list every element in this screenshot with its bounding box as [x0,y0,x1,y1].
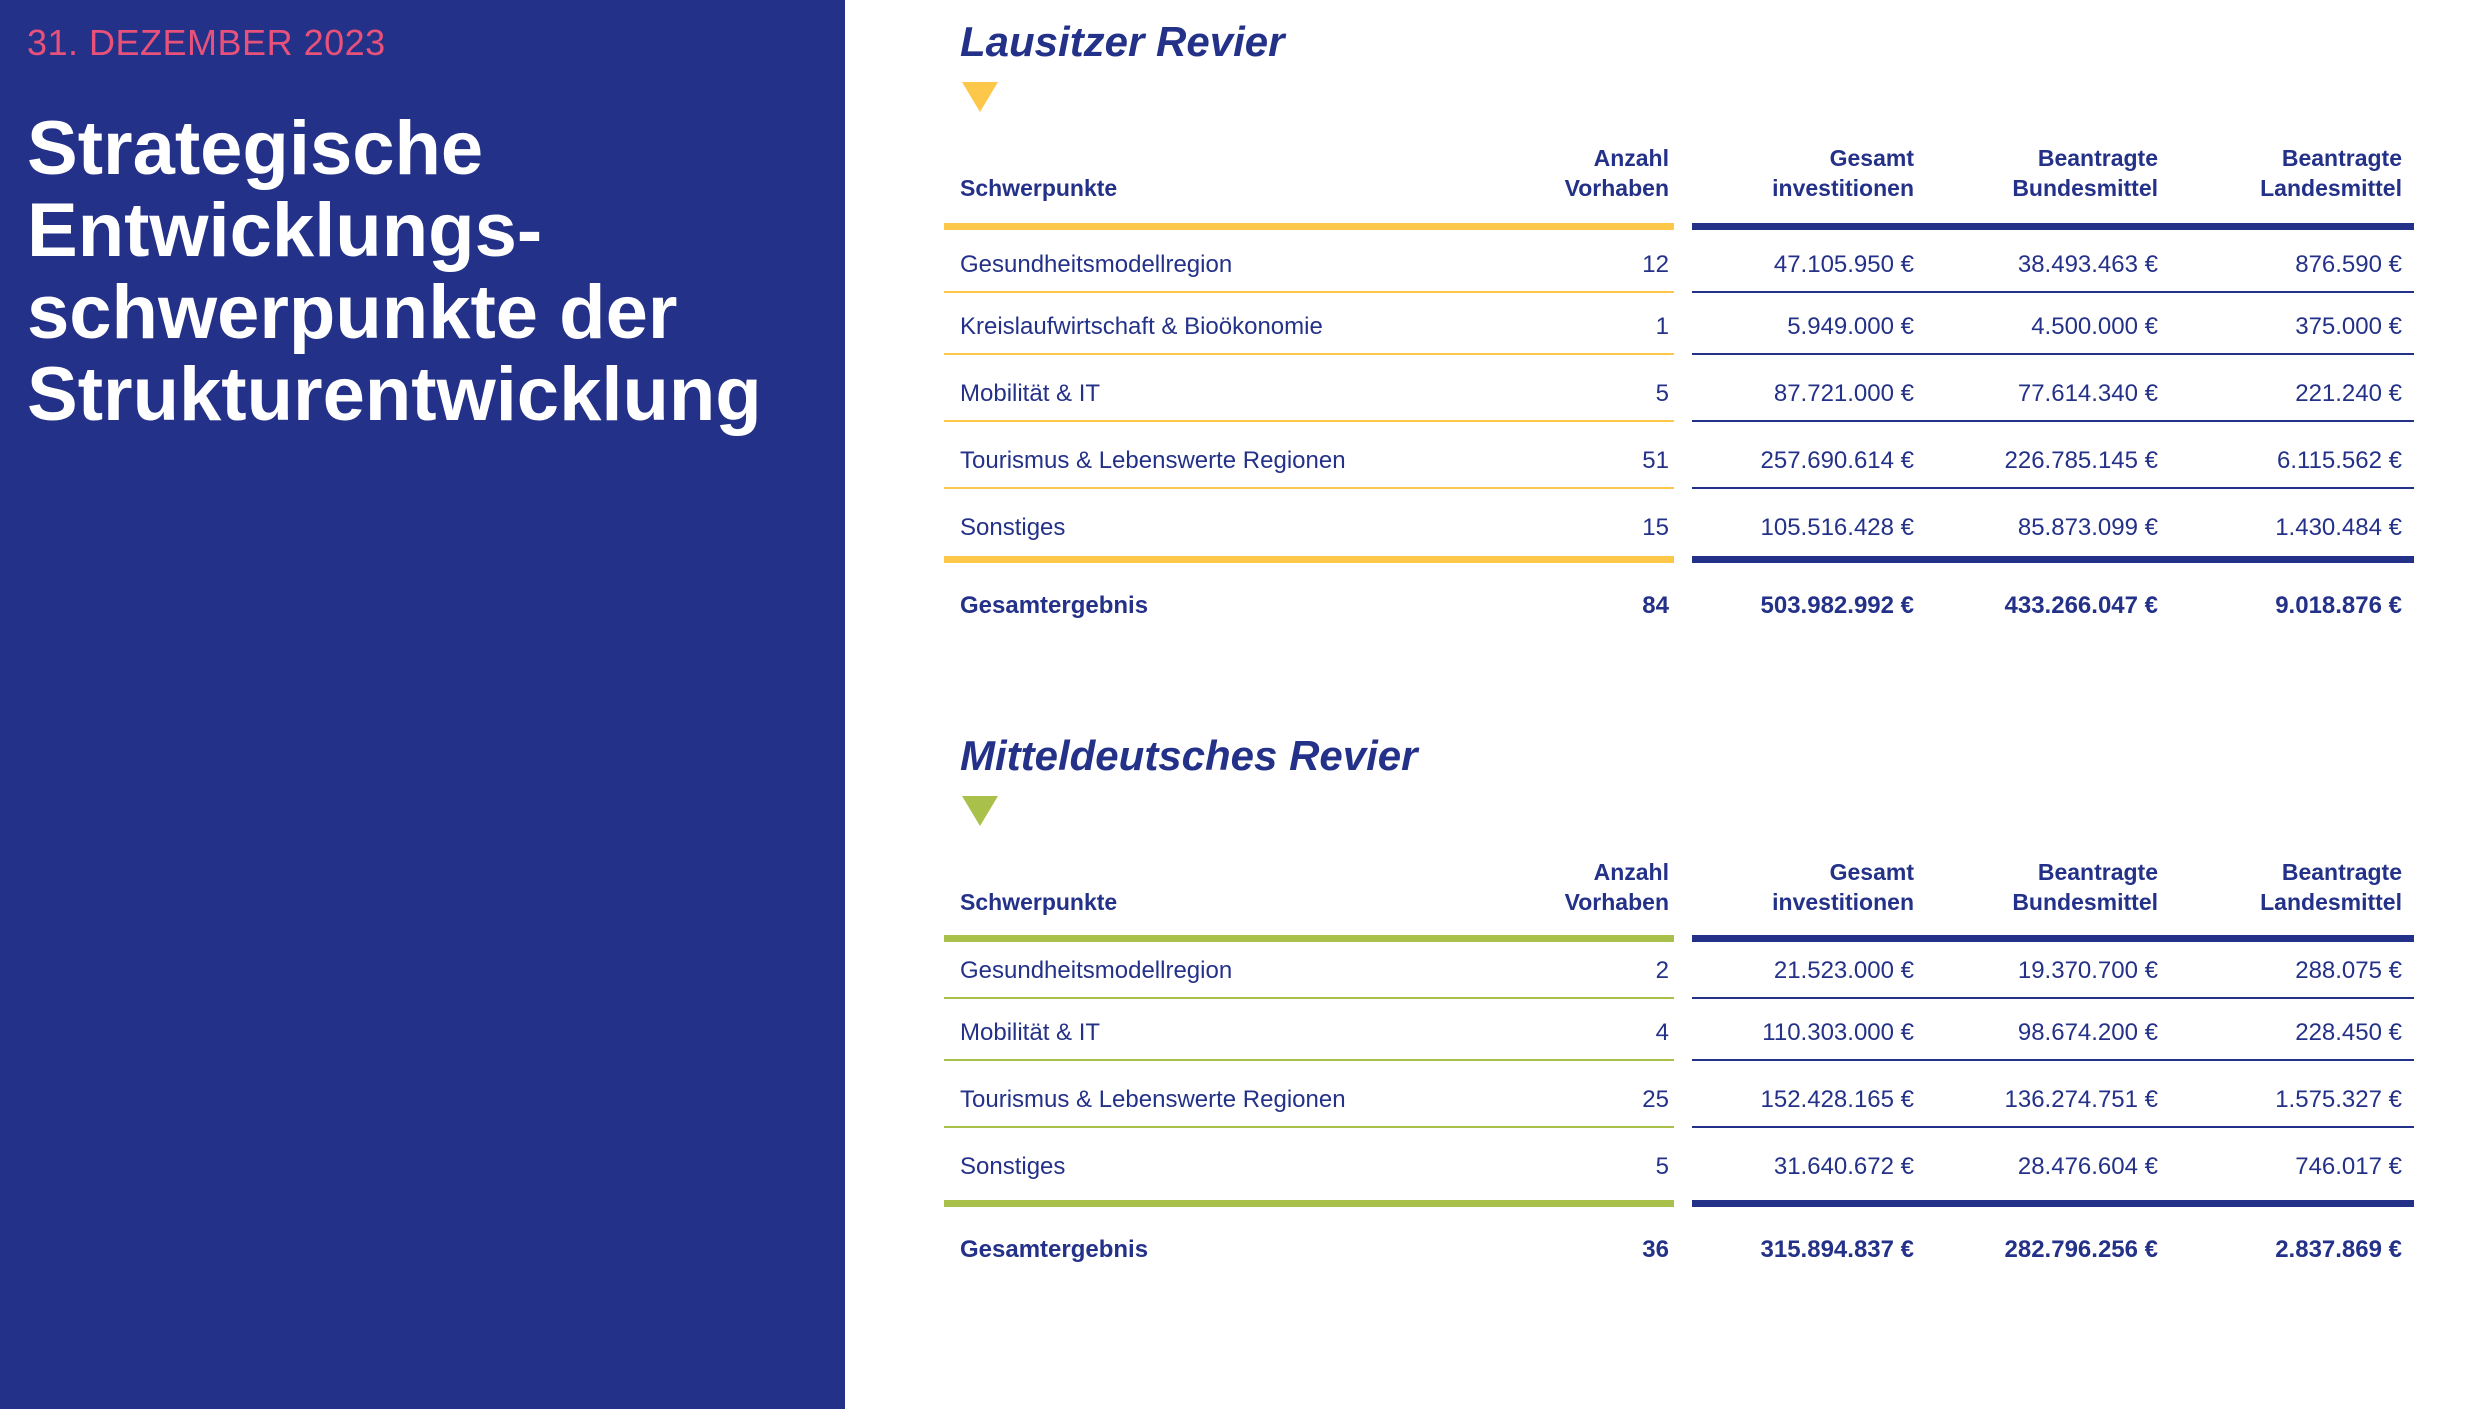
row-bundesmittel: 77.614.340 € [2017,380,2158,407]
row-count: 51 [1642,447,1669,474]
header-gesamt-line1: Gesamt [1829,145,1914,171]
row-divider-right [1692,291,2414,293]
row-count: 25 [1642,1086,1669,1113]
row-bundesmittel: 85.873.099 € [2017,514,2158,541]
section-title: Mitteldeutsches Revier [960,732,1418,779]
section-title: Lausitzer Revier [960,18,1285,65]
row-gesamt: 87.721.000 € [1773,380,1914,407]
row-divider-right [1692,353,2414,355]
header-anzahl-line1: Anzahl [1593,145,1669,171]
row-landesmittel: 288.075 € [2295,957,2402,984]
total-rule-right [1692,1200,2414,1207]
header-anzahl-line1: Anzahl [1593,859,1669,885]
row-count: 15 [1642,514,1669,541]
total-landesmittel: 9.018.876 € [2275,592,2402,619]
row-bundesmittel: 136.274.751 € [2004,1086,2158,1113]
row-landesmittel: 375.000 € [2295,313,2402,340]
header-land-line2: Landesmittel [2260,889,2402,915]
header-land-line1: Beantragte [2281,145,2402,171]
header-rule-left [944,223,1674,230]
header-rule-left [944,935,1674,942]
total-count: 36 [1642,1236,1669,1263]
header-gesamt-line2: investitionen [1772,889,1914,915]
sidebar-panel [0,0,845,1409]
header-bund-line1: Beantragte [2037,145,2158,171]
row-gesamt: 21.523.000 € [1773,957,1914,984]
row-label: Mobilität & IT [960,1019,1101,1046]
header-rule-right [1692,223,2414,230]
row-bundesmittel: 226.785.145 € [2004,447,2158,474]
header-anzahl-line2: Vorhaben [1564,889,1669,915]
total-gesamt: 315.894.837 € [1760,1236,1914,1263]
total-rule-right [1692,556,2414,563]
header-gesamt-line1: Gesamt [1829,859,1914,885]
row-label: Sonstiges [960,1153,1066,1180]
row-bundesmittel: 19.370.700 € [2017,957,2158,984]
row-gesamt: 152.428.165 € [1760,1086,1914,1113]
row-count: 5 [1655,1153,1669,1180]
total-landesmittel: 2.837.869 € [2275,1236,2402,1263]
header-anzahl-line2: Vorhaben [1564,175,1669,201]
page-title [27,108,827,436]
row-divider-right [1692,487,2414,489]
row-divider-right [1692,1126,2414,1128]
row-bundesmittel: 28.476.604 € [2017,1153,2158,1180]
title-line-3: schwerpunkte der [27,270,678,355]
total-label: Gesamtergebnis [960,592,1149,619]
header-land-line2: Landesmittel [2260,175,2402,201]
row-landesmittel: 6.115.562 € [2276,447,2402,474]
row-divider-left [944,291,1674,293]
row-label: Mobilität & IT [960,380,1101,407]
row-divider-left [944,420,1674,422]
row-landesmittel: 1.430.484 € [2275,514,2402,541]
total-gesamt: 503.982.992 € [1760,592,1914,619]
row-gesamt: 5.949.000 € [1787,313,1914,340]
row-divider-left [944,487,1674,489]
row-landesmittel: 228.450 € [2295,1019,2402,1046]
header-schwerpunkte: Schwerpunkte [960,175,1118,201]
row-label: Gesundheitsmodellregion [960,251,1233,278]
title-line-4: Strukturentwicklung [27,352,762,437]
row-divider-right [1692,420,2414,422]
row-count: 4 [1655,1019,1669,1046]
title-line-2: Entwicklungs- [27,188,543,273]
row-label: Sonstiges [960,514,1066,541]
row-gesamt: 31.640.672 € [1773,1153,1914,1180]
header-schwerpunkte: Schwerpunkte [960,889,1118,915]
header-gesamt-line2: investitionen [1772,175,1914,201]
row-count: 1 [1655,313,1669,340]
header-bund-line2: Bundesmittel [2012,889,2158,915]
row-divider-left [944,1059,1674,1061]
row-label: Gesundheitsmodellregion [960,957,1233,984]
triangle-marker-icon [962,796,998,826]
row-count: 2 [1655,957,1669,984]
row-landesmittel: 746.017 € [2295,1153,2402,1180]
total-bundesmittel: 282.796.256 € [2004,1236,2158,1263]
row-gesamt: 47.105.950 € [1773,251,1914,278]
row-count: 5 [1655,380,1669,407]
row-landesmittel: 876.590 € [2295,251,2402,278]
row-label: Tourismus & Lebenswerte Regionen [960,447,1346,474]
triangle-marker-icon [962,82,998,112]
row-gesamt: 110.303.000 € [1762,1019,1914,1046]
row-divider-right [1692,997,2414,999]
header-bund-line2: Bundesmittel [2012,175,2158,201]
total-rule-left [944,556,1674,563]
row-divider-left [944,1126,1674,1128]
row-divider-right [1692,1059,2414,1061]
row-landesmittel: 1.575.327 € [2275,1086,2402,1113]
row-bundesmittel: 98.674.200 € [2017,1019,2158,1046]
row-label: Tourismus & Lebenswerte Regionen [960,1086,1346,1113]
row-gesamt: 105.516.428 € [1760,514,1914,541]
row-bundesmittel: 38.493.463 € [2017,251,2158,278]
total-label: Gesamtergebnis [960,1236,1149,1263]
header-rule-right [1692,935,2414,942]
title-line-1: Strategische [27,106,484,191]
row-bundesmittel: 4.500.000 € [2031,313,2158,340]
row-gesamt: 257.690.614 € [1760,447,1914,474]
header-land-line1: Beantragte [2281,859,2402,885]
total-count: 84 [1642,592,1669,619]
row-label: Kreislaufwirtschaft & Bioökonomie [960,313,1323,340]
report-date: 31. DEZEMBER 2023 [27,22,386,63]
total-bundesmittel: 433.266.047 € [2004,592,2158,619]
row-divider-left [944,997,1674,999]
header-bund-line1: Beantragte [2037,859,2158,885]
row-landesmittel: 221.240 € [2295,380,2402,407]
row-divider-left [944,353,1674,355]
total-rule-left [944,1200,1674,1207]
row-count: 12 [1642,251,1669,278]
